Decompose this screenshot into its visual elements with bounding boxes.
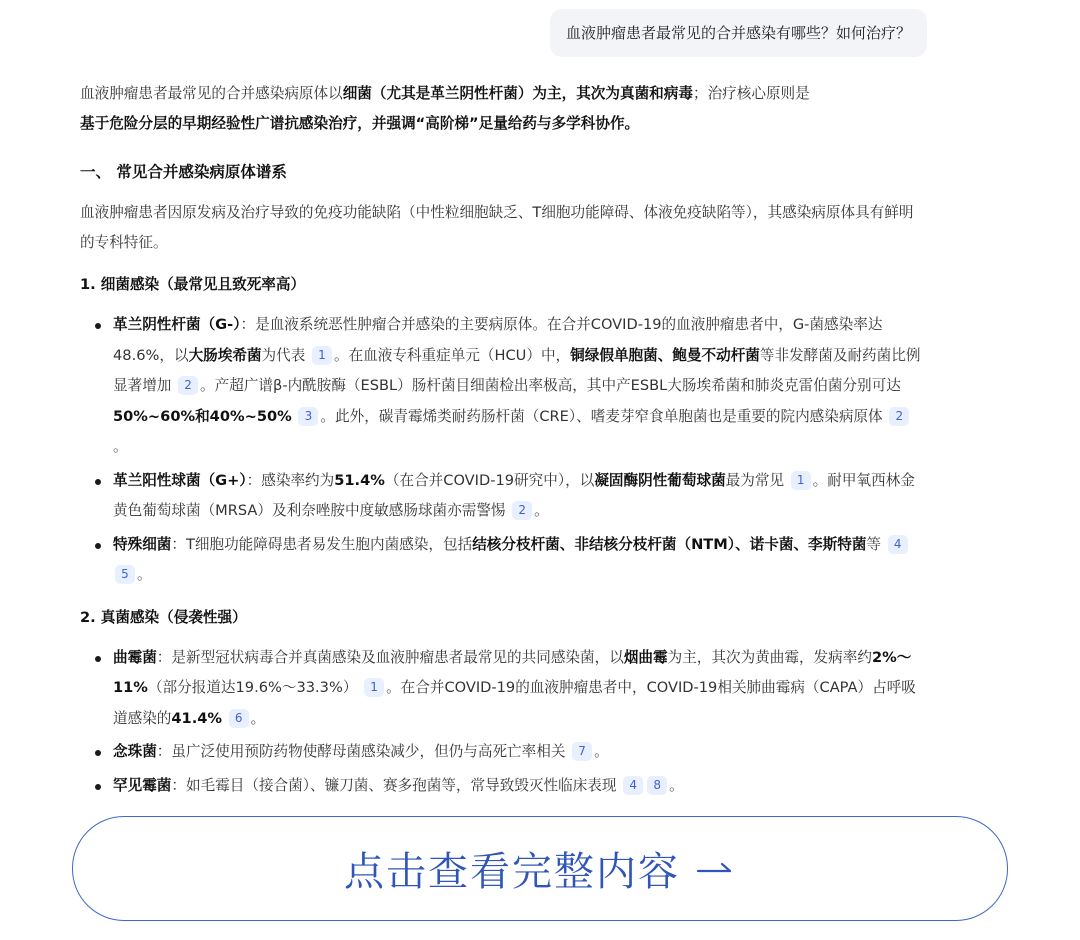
fungi-list bbox=[80, 643, 925, 802]
item-text: ：如毛霉目（接合菌）、镰刀菌、赛多孢菌等，常导致毁灭性临床表现 bbox=[171, 776, 617, 794]
citation-badge[interactable]: 1 bbox=[791, 471, 811, 490]
item-bold: 大肠埃希菌 bbox=[188, 346, 262, 364]
summary-text: 血液肿瘤患者最常见的合并感染病原体以 bbox=[80, 85, 343, 102]
citation-badge[interactable]: 2 bbox=[512, 501, 532, 520]
item-label: 念珠菌 bbox=[113, 743, 157, 760]
item-bold: 凝固酶阴性葡萄球菌 bbox=[594, 471, 726, 489]
item-bold: 2%～11% bbox=[113, 648, 912, 696]
citation-badge[interactable]: 1 bbox=[364, 678, 384, 697]
citation-badge[interactable]: 4 bbox=[623, 776, 643, 795]
summary-text: ；治疗核心原则是 bbox=[692, 85, 810, 102]
item-text: 。 bbox=[113, 438, 128, 455]
item-text: （在合并COVID-19研究中），以 bbox=[384, 471, 595, 489]
item-text: （部分报道达19.6%～33.3%） bbox=[147, 679, 358, 696]
subsection-heading-fungi: 2. 真菌感染（侵袭性强） bbox=[80, 608, 247, 626]
item-text: 。此外，碳青霉烯类耐药肠杆菌（CRE）、嗜麦芽窄食单胞菌也是重要的院内感染病原体 bbox=[320, 407, 883, 425]
view-full-content-button[interactable] bbox=[72, 816, 1008, 921]
bacteria-list bbox=[80, 310, 925, 591]
bullet-icon bbox=[95, 543, 101, 549]
item-text: 为代表 bbox=[261, 346, 306, 364]
item-text: 。 bbox=[137, 566, 152, 583]
bullet-icon bbox=[95, 323, 101, 329]
item-text: 。 bbox=[534, 502, 549, 519]
summary-bold-principle: 基于危险分层的早期经验性广谱抗感染治疗，并强调“高阶梯”足量给药与多学科协作。 bbox=[80, 115, 640, 132]
bullet-icon bbox=[95, 784, 101, 790]
item-text: 。耐甲氧西林金黄色葡萄球菌（MRSA）及利奈唑胺中度敏感肠球菌亦需警惕 bbox=[113, 471, 915, 519]
item-text: ：感染率约为 bbox=[246, 471, 335, 489]
item-text: ：虽广泛使用预防药物使酵母菌感染减少，但仍与高死亡率相关 bbox=[156, 743, 566, 760]
user-message-bubble: 血液肿瘤患者最常见的合并感染有哪些？如何治疗？ bbox=[550, 9, 927, 57]
answer-summary bbox=[80, 79, 925, 139]
list-item-gram-negative bbox=[80, 310, 925, 463]
item-text: ：是血液系统恶性肿瘤合并感染的主要病原体。在合并COVID-19的血液肿瘤患者中，G-菌感染率达48.6%，以 bbox=[113, 316, 883, 364]
citation-badge[interactable]: 5 bbox=[115, 565, 135, 584]
citation-badge[interactable]: 1 bbox=[312, 346, 332, 365]
item-label: 革兰阳性球菌（G+） bbox=[113, 471, 247, 489]
item-text: ：T细胞功能障碍患者易发生胞内菌感染，包括 bbox=[171, 535, 473, 553]
item-text: 。在血液专科重症单元（HCU）中， bbox=[333, 346, 571, 364]
item-text: 最为常见 bbox=[725, 471, 785, 489]
item-bold: 51.4% bbox=[334, 471, 385, 489]
citation-badge[interactable]: 6 bbox=[229, 709, 249, 728]
item-label: 罕见霉菌 bbox=[113, 776, 172, 794]
item-label: 革兰阴性杆菌（G-） bbox=[113, 316, 241, 333]
assistant-answer bbox=[80, 79, 925, 804]
item-text: 为主，其次为黄曲霉，发病率约 bbox=[667, 648, 872, 666]
item-text: 。 bbox=[594, 743, 609, 760]
list-item-aspergillus bbox=[80, 643, 925, 735]
item-text: 等 bbox=[866, 535, 882, 553]
citation-badge[interactable]: 4 bbox=[888, 535, 908, 554]
summary-bold-pathogen: 细菌（尤其是革兰阴性杆菌）为主，其次为真菌和病毒 bbox=[342, 85, 693, 102]
list-item-special-bacteria bbox=[80, 530, 925, 591]
item-text: 。 bbox=[250, 709, 266, 727]
bullet-icon bbox=[95, 656, 101, 662]
bullet-icon bbox=[95, 479, 101, 485]
item-text: 。在合并COVID-19的血液肿瘤患者中，COVID-19相关肺曲霉病（CAPA）占呼吸道感染的 bbox=[113, 679, 916, 727]
item-label: 特殊细菌 bbox=[113, 535, 172, 553]
item-bold: 结核分枝杆菌、非结核分枝杆菌（NTM）、诺卡菌、李斯特菌 bbox=[472, 535, 867, 553]
view-full-content-label: 点击查看完整内容 bbox=[344, 849, 680, 895]
list-item-candida bbox=[80, 737, 925, 768]
item-text: ：是新型冠状病毒合并真菌感染及血液肿瘤患者最常见的共同感染菌，以 bbox=[156, 648, 624, 666]
subsection-heading-bacteria: 1. 细菌感染（最常见且致死率高） bbox=[80, 276, 306, 293]
item-bold: 烟曲霉 bbox=[623, 648, 668, 666]
citation-badge[interactable]: 8 bbox=[647, 776, 667, 795]
bullet-icon bbox=[95, 750, 101, 756]
item-text: 。 bbox=[669, 776, 684, 794]
citation-badge[interactable]: 3 bbox=[298, 407, 318, 426]
section-heading: 一、 常见合并感染病原体谱系 bbox=[80, 163, 287, 181]
list-item-rare-molds bbox=[80, 771, 925, 802]
list-item-gram-positive bbox=[80, 466, 925, 527]
item-bold: 铜绿假单胞菌、鲍曼不动杆菌 bbox=[570, 346, 760, 364]
citation-badge[interactable]: 7 bbox=[572, 742, 592, 761]
item-label: 曲霉菌 bbox=[113, 648, 157, 666]
section-intro: 血液肿瘤患者因原发病及治疗导致的免疫功能缺陷（中性粒细胞缺乏、T细胞功能障碍、体液免疫缺陷等），其感染病原体具有鲜明的专科特征。 bbox=[80, 204, 914, 251]
citation-badge[interactable]: 2 bbox=[178, 376, 198, 395]
item-text: 等非发酵菌及耐药菌比例显著增加 bbox=[113, 346, 921, 394]
item-bold: 41.4% bbox=[171, 709, 223, 727]
item-bold: 50%~60%和40%~50% bbox=[113, 407, 292, 425]
arrow-right-icon bbox=[696, 859, 736, 879]
citation-badge[interactable]: 2 bbox=[889, 407, 909, 426]
item-text: 。产超广谱β-内酰胺酶（ESBL）肠杆菌目细菌检出率极高，其中产ESBL大肠埃希菌和肺炎克雷伯菌分别可达 bbox=[200, 377, 901, 394]
